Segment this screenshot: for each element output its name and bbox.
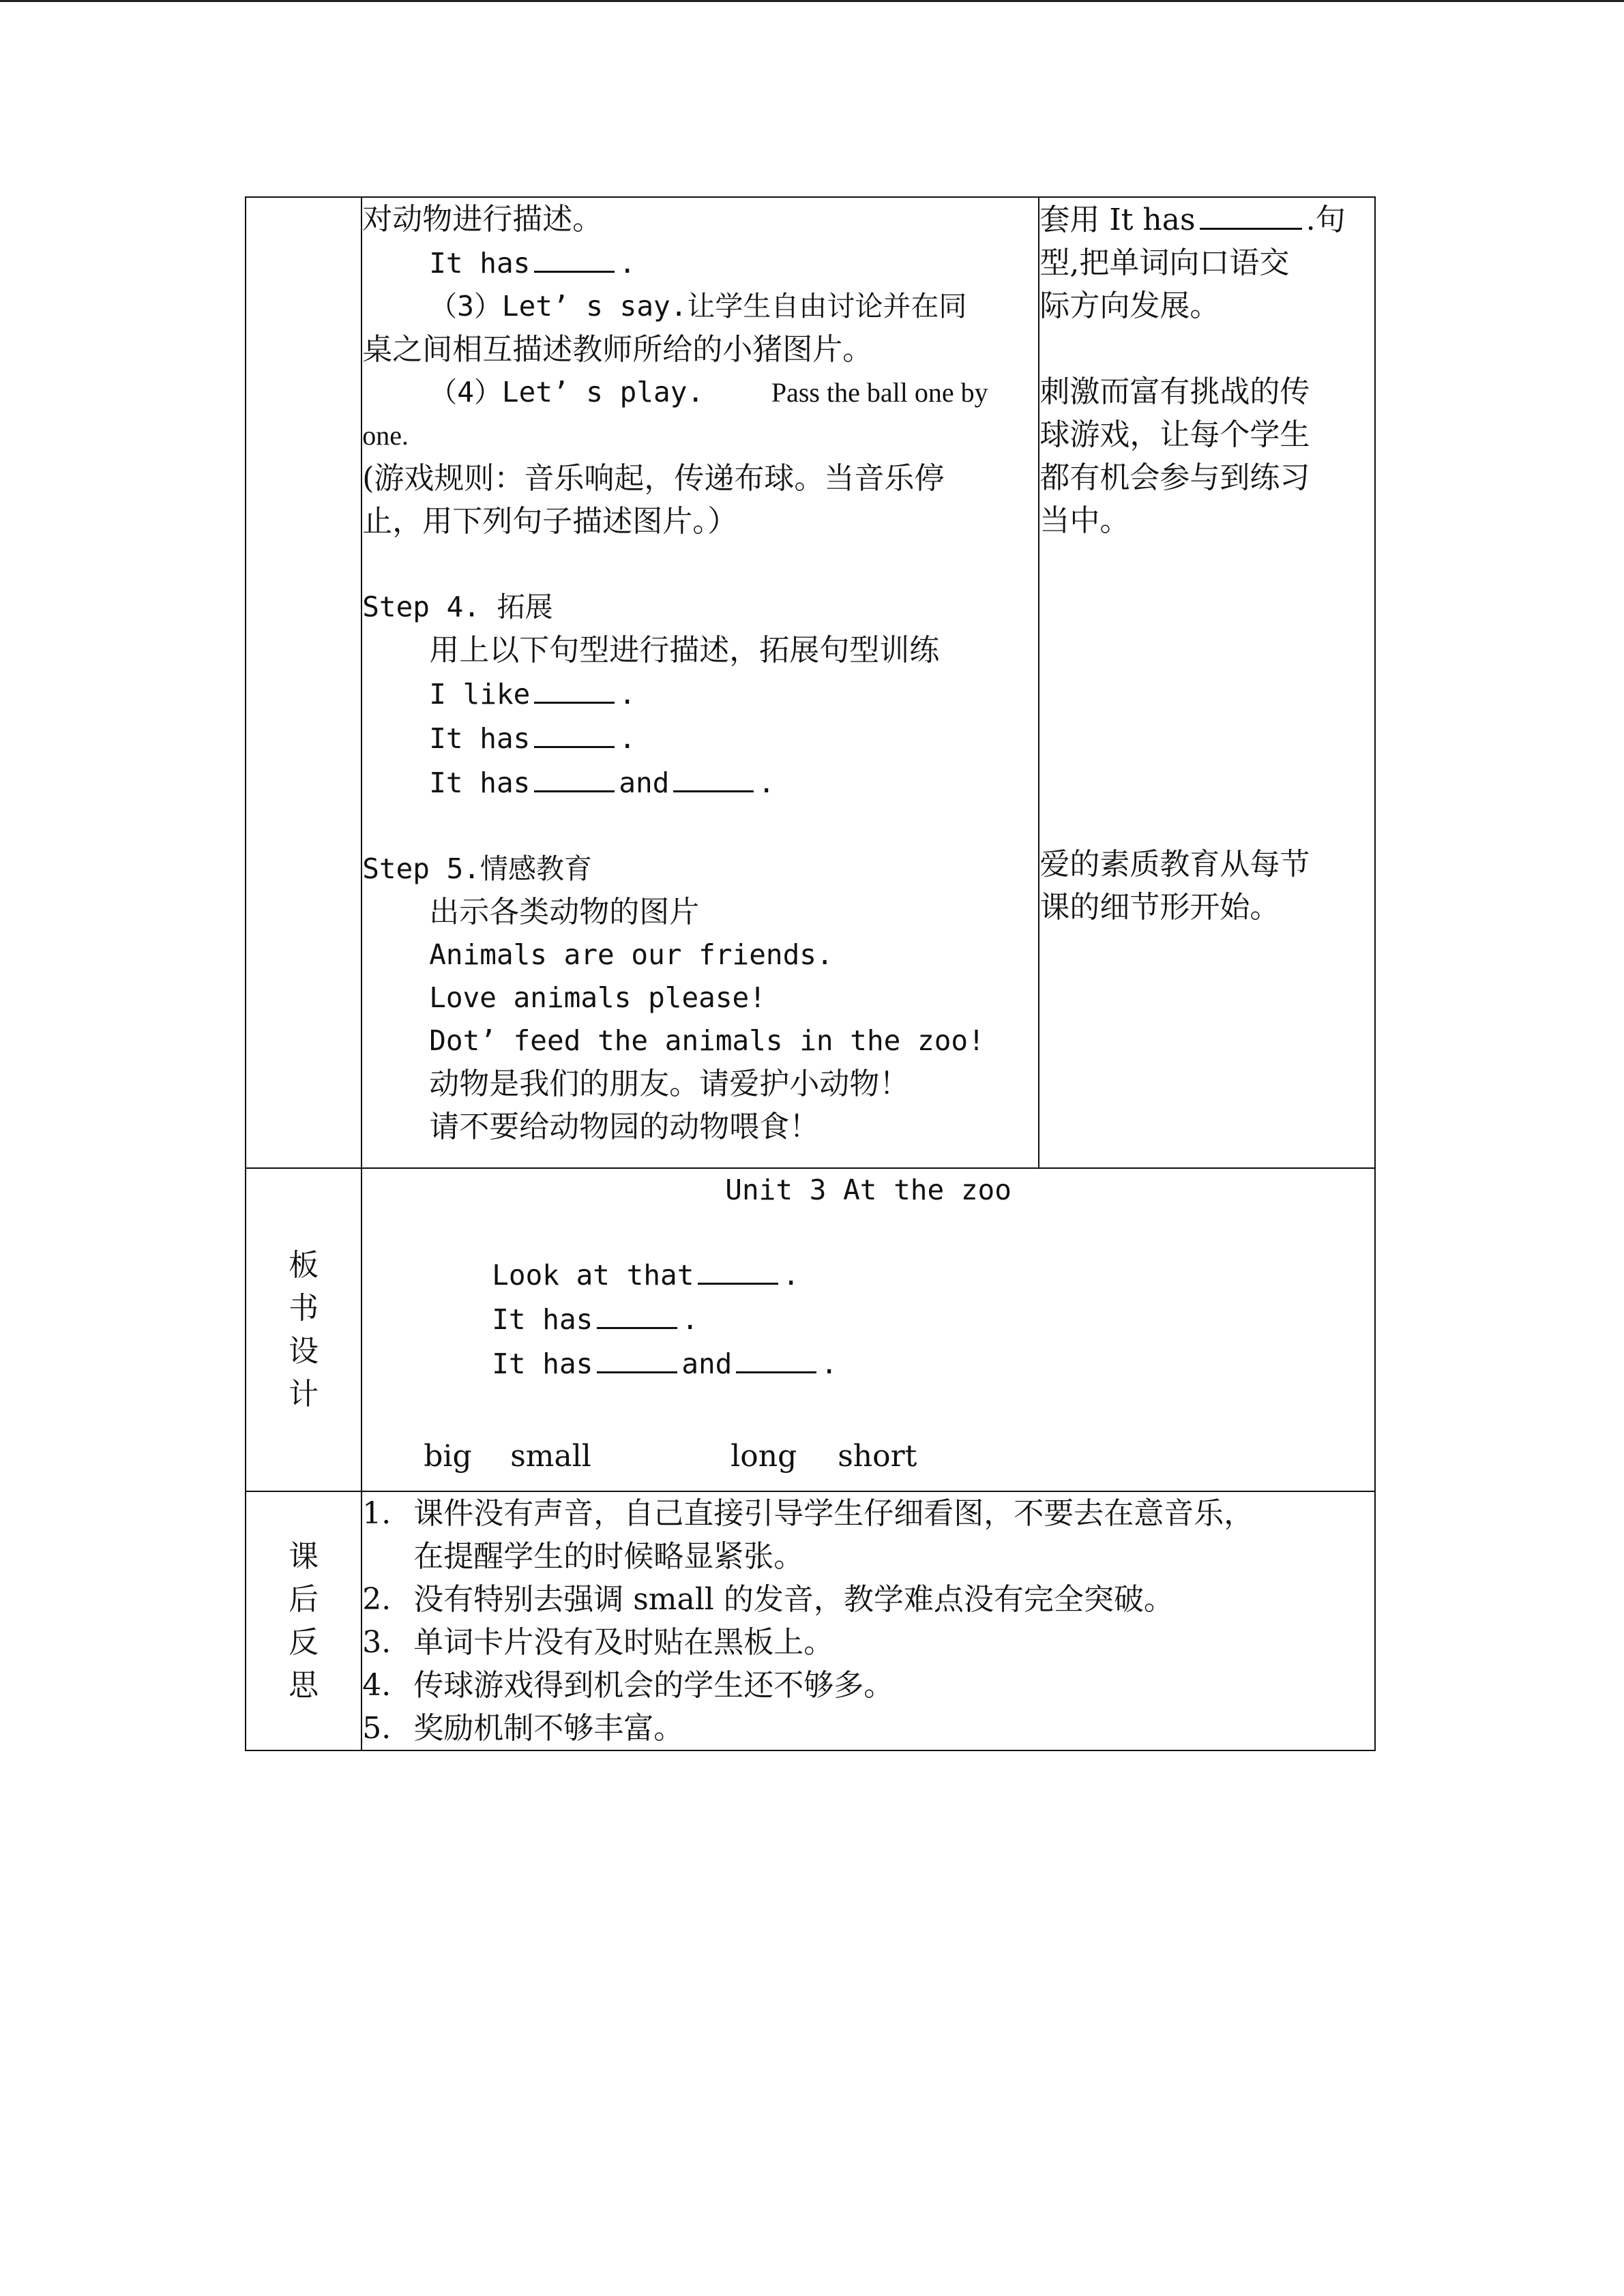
step-heading: Step 5.情感教育	[362, 852, 592, 885]
reflection-cell	[361, 1491, 1375, 1750]
reflection-item: 4. 传球游戏得到机会的学生还不够多。	[362, 1668, 894, 1703]
board-row	[246, 1168, 1375, 1491]
procedure-line: 出示各类动物的图片	[429, 895, 700, 929]
note-line: 当中。	[1039, 503, 1130, 538]
procedure-line: It has .	[362, 716, 1038, 760]
procedure-line: 用上以下句型进行描述，拓展句型训练	[429, 633, 940, 668]
procedure-line: 请不要给动物园的动物喂食！	[429, 1109, 820, 1144]
board-label: 板 书 设 计	[289, 1248, 319, 1412]
note-line: 爱的素质教育从每节	[1039, 847, 1310, 882]
procedure-line: 止，用下列句子描述图片。）	[362, 504, 738, 539]
reflection-list	[362, 1492, 1374, 1750]
word-small: small	[510, 1439, 591, 1474]
top-border-line	[0, 0, 1624, 2]
note-line: 课的细节形开始。	[1039, 890, 1280, 925]
note-line: 型,把单词向口语交	[1039, 245, 1290, 280]
board-design-cell	[361, 1168, 1375, 1491]
procedure-line: （4）Let’ s play. Pass the ball one by	[429, 376, 988, 408]
reflection-item: 2. 没有特别去强调 small 的发音，教学难点没有完全突破。	[362, 1582, 1174, 1617]
fill-blank	[736, 1341, 816, 1373]
fill-blank	[534, 716, 615, 748]
reflection-label: 课 后 反 思	[289, 1539, 319, 1703]
step-heading: Step 4. 拓展	[362, 591, 553, 623]
procedure-line: one.	[362, 420, 409, 451]
board-line: Look at that .	[492, 1253, 1374, 1297]
procedure-line: 桌之间相互描述教师所给的小猪图片。	[362, 332, 873, 367]
procedure-line: Animals are our friends.	[429, 938, 833, 971]
procedure-line: Dot’ feed the animals in the zoo!	[429, 1024, 985, 1057]
note-line: 际方向发展。	[1039, 288, 1220, 323]
board-label-cell	[246, 1168, 361, 1491]
word-big: big	[424, 1439, 472, 1474]
note-line: 都有机会参与到练习	[1039, 460, 1310, 495]
procedure-line: It has and .	[362, 760, 1038, 805]
procedure-label-cell	[246, 197, 361, 1168]
procedure-line: Love animals please!	[429, 981, 766, 1014]
game-instruction: Pass the ball one by	[771, 377, 988, 408]
note-line: 套用 It has .句	[1039, 198, 1374, 241]
fill-blank	[597, 1297, 677, 1329]
fill-blank	[1200, 198, 1302, 230]
board-line: It has and .	[492, 1341, 1374, 1386]
fill-blank	[597, 1341, 677, 1373]
procedure-line: (游戏规则：音乐响起，传递布球。当音乐停	[362, 461, 945, 496]
procedure-line: （3）Let’ s say.让学生自由讨论并在同	[429, 290, 967, 323]
reflection-item: 1. 课件没有声音，自己直接引导学生仔细看图，不要去在意音乐，	[362, 1496, 1254, 1531]
fill-blank	[698, 1253, 778, 1285]
reflection-item: 3. 单词卡片没有及时贴在黑板上。	[362, 1625, 834, 1660]
note-line: 球游戏，让每个学生	[1039, 417, 1310, 452]
procedure-row	[246, 197, 1375, 1168]
word-long: long	[730, 1439, 797, 1474]
procedure-cell	[361, 197, 1039, 1168]
reflection-label-cell	[246, 1491, 361, 1750]
fill-blank	[534, 760, 615, 792]
reflection-item: 5. 奖励机制不够丰富。	[362, 1711, 684, 1746]
fill-blank	[673, 760, 754, 792]
procedure-line: 动物是我们的朋友。请爱护小动物！	[429, 1067, 910, 1101]
procedure-line: 对动物进行描述。	[362, 202, 603, 237]
lesson-plan-table	[245, 196, 1376, 1751]
board-title: Unit 3 At the zoo	[725, 1174, 1012, 1206]
reflection-row	[246, 1491, 1375, 1750]
board-line: It has .	[492, 1297, 1374, 1341]
fill-blank	[534, 241, 615, 273]
notes-cell	[1039, 197, 1375, 1168]
word-short: short	[838, 1439, 917, 1474]
procedure-line: I like .	[362, 672, 1038, 716]
procedure-line: It has .	[362, 241, 1038, 285]
fill-blank	[534, 672, 615, 704]
note-line: 刺激而富有挑战的传	[1039, 374, 1310, 409]
reflection-item: 在提醒学生的时候略显紧张。	[413, 1539, 804, 1574]
